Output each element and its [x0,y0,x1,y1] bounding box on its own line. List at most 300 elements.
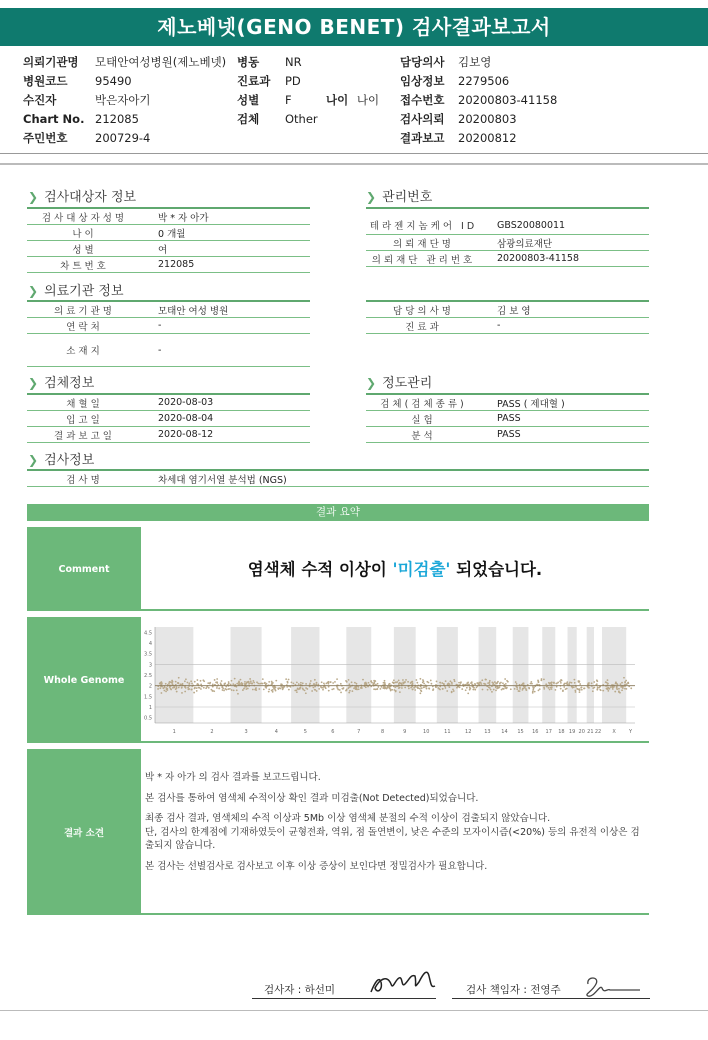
data-point [184,691,186,693]
data-point [556,686,558,688]
chevron-icon: ❯ [366,190,377,204]
info-value: - [142,334,310,367]
info-key: 의뢰재단명 [366,235,481,251]
data-point [452,689,454,691]
info-key: 실험 [366,411,481,427]
chromosome-band [291,627,319,723]
data-point [190,680,192,682]
data-point [419,692,421,694]
x-tick-label: 4 [274,729,278,735]
data-point [297,688,299,690]
data-point [460,682,462,684]
test-table [27,471,649,487]
data-point [453,679,455,681]
data-point [390,690,392,692]
data-point [573,679,575,681]
data-point [196,687,198,689]
data-point [223,690,225,692]
data-point [514,688,516,690]
data-point [389,686,391,688]
x-tick-label: 8 [380,729,385,735]
x-tick-label: 11 [444,729,451,735]
header-field-label: 성별 [237,93,260,107]
header-field [23,110,226,129]
data-point [165,683,167,685]
header-field-value: 박은자아기 [95,93,151,107]
info-row [27,302,310,318]
data-point [543,678,545,680]
data-point [159,687,161,689]
info-row [366,251,649,267]
data-point [495,689,497,691]
info-value: 박 * 자 아가 [142,209,310,225]
data-point [268,691,270,693]
data-point [432,689,434,691]
info-key: 검사대상자성명 [27,209,142,225]
age-value: 나이 [356,93,380,107]
x-tick-label: 1 [172,729,176,735]
data-point [251,683,253,685]
chevron-icon: ❯ [366,376,377,390]
info-key: 입고일 [27,411,142,427]
header-field-value: 20200803 [458,112,517,126]
data-point [157,688,159,690]
institution-doctor-table [366,302,649,334]
data-point [388,683,390,685]
data-point [408,688,410,690]
y-tick-label: 0.5 [144,715,152,722]
data-point [578,680,580,682]
data-point [591,682,593,684]
info-value: 삼광의료재단 [481,235,649,251]
data-point [203,687,205,689]
data-point [610,686,612,688]
data-point [298,683,300,685]
data-point [348,683,350,685]
header-field [400,91,557,110]
institution-table [27,302,310,367]
data-point [621,689,623,691]
info-row [27,257,310,273]
data-point [507,681,509,683]
info-key: 성별 [27,241,142,257]
data-point [239,683,241,685]
data-point [423,683,425,685]
data-point [566,681,568,683]
data-point [467,682,469,684]
data-point [497,681,499,683]
data-point [208,687,210,689]
data-point [471,682,473,684]
data-point [328,686,330,688]
data-point [354,686,356,688]
data-point [532,691,534,693]
data-point [469,687,471,689]
data-point [480,682,482,684]
section-test-title: ❯ 검사정보 [28,453,95,468]
data-point [492,682,494,684]
data-point [430,680,432,682]
data-point [196,690,198,692]
data-point [530,681,532,683]
data-point [364,683,366,685]
data-point [451,682,453,684]
info-value: - [481,318,649,334]
header-field-label: 진료과 [237,74,271,88]
data-point [396,681,398,683]
data-point [354,682,356,684]
data-point [490,689,492,691]
data-point [607,690,609,692]
data-point [395,681,397,683]
data-point [249,678,251,680]
data-point [236,689,238,691]
info-key: 나이 [27,225,142,241]
data-point [373,688,375,690]
data-point [185,678,187,680]
data-point [350,686,352,688]
data-point [616,687,618,689]
header-field-label: 결과보고 [400,131,445,145]
data-point [384,688,386,690]
data-point [557,682,559,684]
x-tick-label: 16 [532,729,539,735]
data-point [624,681,626,683]
data-point [248,683,250,685]
info-value: 김 보 영 [481,302,649,318]
data-point [230,684,232,686]
info-row [366,235,649,251]
data-point [573,686,575,688]
data-point [459,686,461,688]
data-point [358,688,360,690]
data-point [618,688,620,690]
finding-paragraph: 최종 검사 결과, 염색체의 수적 이상과 5Mb 이상 염색체 분절의 수적 이상이 검출되지 않았습니다. 단, 검사의 한계점에 기재하였듯이 균형전좌, 역위, 점 돌연변이, 낮은 수준의 모자이시즘(<20%) 등의 유전적 이상은 검출되지 않습니다. [145,813,640,851]
data-point [241,683,243,685]
data-point [224,688,226,690]
data-point [522,689,524,691]
header-divider [0,153,708,154]
data-point [428,682,430,684]
data-point [606,688,608,690]
info-key: 분석 [366,427,481,443]
info-row [27,427,310,443]
data-point [236,686,238,688]
data-point [176,691,178,693]
data-point [568,683,570,685]
data-point [231,689,233,691]
data-point [548,682,550,684]
chevron-icon: ❯ [28,284,39,298]
data-point [370,680,372,682]
x-tick-label: 14 [501,729,508,735]
data-point [373,680,375,682]
data-point [220,683,222,685]
data-point [265,687,267,689]
info-row [366,216,649,235]
x-tick-label: 15 [517,729,524,735]
info-value: 0 개월 [142,225,310,241]
data-point [337,687,339,689]
data-point [281,684,283,686]
data-point [207,682,209,684]
data-point [602,690,604,692]
header-field-value: 95490 [95,74,132,88]
data-point [614,691,616,693]
header-field-label: 검사의뢰 [400,112,445,126]
data-point [442,688,444,690]
data-point [181,686,183,688]
data-point [191,688,193,690]
data-point [453,690,455,692]
findings-cell [141,749,649,915]
data-point [318,688,320,690]
data-point [331,688,333,690]
data-point [560,688,562,690]
data-point [461,688,463,690]
data-point [291,681,293,683]
data-point [626,683,628,685]
data-point [185,687,187,689]
info-value: PASS ( 제대혈 ) [481,395,649,411]
data-point [391,689,393,691]
header-field-value: 20200812 [458,131,517,145]
data-point [627,682,629,684]
data-point [420,690,422,692]
section-institution-title: ❯ 의료기관 정보 [28,284,124,299]
data-point [243,688,245,690]
data-point [415,679,417,681]
data-point [296,689,298,691]
data-point [247,688,249,690]
header-field [400,129,557,148]
data-point [437,687,439,689]
info-row [27,471,649,487]
y-tick-label: 3 [148,662,152,669]
data-point [472,689,474,691]
data-point [447,683,449,685]
data-point [322,689,324,691]
data-point [166,687,168,689]
data-point [416,687,418,689]
findings-label: 결과 소견 [27,749,141,915]
result-summary-bar: 결과 요약 [27,504,649,521]
data-point [414,689,416,691]
data-point [439,682,441,684]
data-point [402,679,404,681]
report-header [23,53,703,153]
qc-table [366,395,649,443]
finding-paragraph: 본 검사는 선별검사로 검사보고 이후 이상 증상이 보인다면 정밀검사가 필요합니다. [145,860,488,872]
info-row [366,427,649,443]
data-point [305,692,307,694]
data-point [205,687,207,689]
data-point [538,681,540,683]
x-tick-label: 17 [545,729,552,735]
data-point [597,688,599,690]
data-point [474,683,476,685]
info-key: 차트번호 [27,257,142,273]
header-field-value: NR [285,55,302,69]
data-point [398,680,400,682]
info-key: 테라젠지놈케어 ID [366,216,481,235]
data-point [421,687,423,689]
data-point [424,686,426,688]
chromosome-band [437,627,458,723]
data-point [170,681,172,683]
x-tick-label: 5 [303,729,307,735]
data-point [451,691,453,693]
data-point [351,690,353,692]
data-point [330,681,332,683]
chromosome-band [568,627,577,723]
data-point [188,683,190,685]
data-point [381,686,383,688]
data-point [533,688,535,690]
data-point [325,687,327,689]
data-point [266,683,268,685]
data-point [244,681,246,683]
data-point [261,683,263,685]
data-point [191,683,193,685]
data-point [491,691,493,693]
data-point [592,687,594,689]
data-point [444,687,446,689]
data-point [502,688,504,690]
header-field [237,53,318,72]
header-field-label: 병원코드 [23,74,68,88]
data-point [320,686,322,688]
data-point [380,688,382,690]
info-value: 2020-08-03 [142,395,310,411]
data-point [161,692,163,694]
header-field [400,110,557,129]
data-point [194,681,196,683]
finding-paragraph: 박 * 자 아가 의 검사 결과를 보고드립니다. [145,772,321,783]
whole-genome-cell [141,617,649,743]
info-row [27,395,310,411]
data-point [255,689,257,691]
data-point [592,690,594,692]
data-point [482,689,484,691]
data-point [575,686,577,688]
manager-signature-image [578,970,653,1000]
data-point [423,680,425,682]
info-row [27,241,310,257]
info-row [27,318,310,334]
info-row [366,318,649,334]
data-point [348,679,350,681]
info-key: 진료과 [366,318,481,334]
data-point [534,691,536,693]
data-point [485,679,487,681]
chevron-icon: ❯ [28,190,39,204]
data-point [401,687,403,689]
data-point [499,682,501,684]
data-point [332,682,334,684]
data-point [547,687,549,689]
data-point [212,690,214,692]
data-point [234,678,236,680]
data-point [263,682,265,684]
data-point [581,689,583,691]
data-point [200,684,202,686]
data-point [285,678,287,680]
data-point [279,687,281,689]
data-point [293,682,295,684]
chevron-icon: ❯ [28,376,39,390]
data-point [263,688,265,690]
info-value: 212085 [142,257,310,273]
data-point [540,679,542,681]
data-point [574,682,576,684]
header-field-value: 모태안여성병원(제노베넷) [95,55,227,69]
data-point [579,689,581,691]
data-point [384,680,386,682]
data-point [365,682,367,684]
data-point [516,683,518,685]
x-tick-label: X [612,729,616,735]
data-point [178,677,180,679]
data-point [296,681,298,683]
data-point [431,683,433,685]
data-point [181,692,183,694]
data-point [563,686,565,688]
data-point [493,689,495,691]
data-point [569,681,571,683]
data-point [272,691,274,693]
data-point [356,683,358,685]
data-point [506,687,508,689]
header-field [400,53,557,72]
data-point [250,680,252,682]
data-point [268,681,270,683]
data-point [178,687,180,689]
report-title: 제노베넷(GENO BENET) 검사결과보고서 [0,8,708,46]
data-point [328,683,330,685]
data-point [300,687,302,689]
data-point [487,689,489,691]
data-point [244,683,246,685]
data-point [176,686,178,688]
data-point [321,681,323,683]
data-point [314,689,316,691]
data-point [216,687,218,689]
info-value: PASS [481,427,649,443]
manager-signature-label: 검사 책임자 : 전영주 [466,984,561,996]
data-point [596,683,598,685]
data-point [489,682,491,684]
data-point [193,692,195,694]
data-point [323,682,325,684]
x-tick-label: 9 [403,729,407,735]
data-point [483,683,485,685]
data-point [555,689,557,691]
header-field [23,53,226,72]
whole-genome-label: Whole Genome [27,617,141,743]
data-point [537,679,539,681]
data-point [549,689,551,691]
data-point [163,690,165,692]
data-point [199,687,201,689]
info-value: 2020-08-12 [142,427,310,443]
finding-paragraph: 본 검사를 통하여 염색체 수적이상 확인 결과 미검출(Not Detected)되었습니다. [145,792,479,804]
comment-cell [141,527,649,611]
data-point [309,683,311,685]
data-point [170,689,172,691]
data-point [623,677,625,679]
data-point [216,678,218,680]
